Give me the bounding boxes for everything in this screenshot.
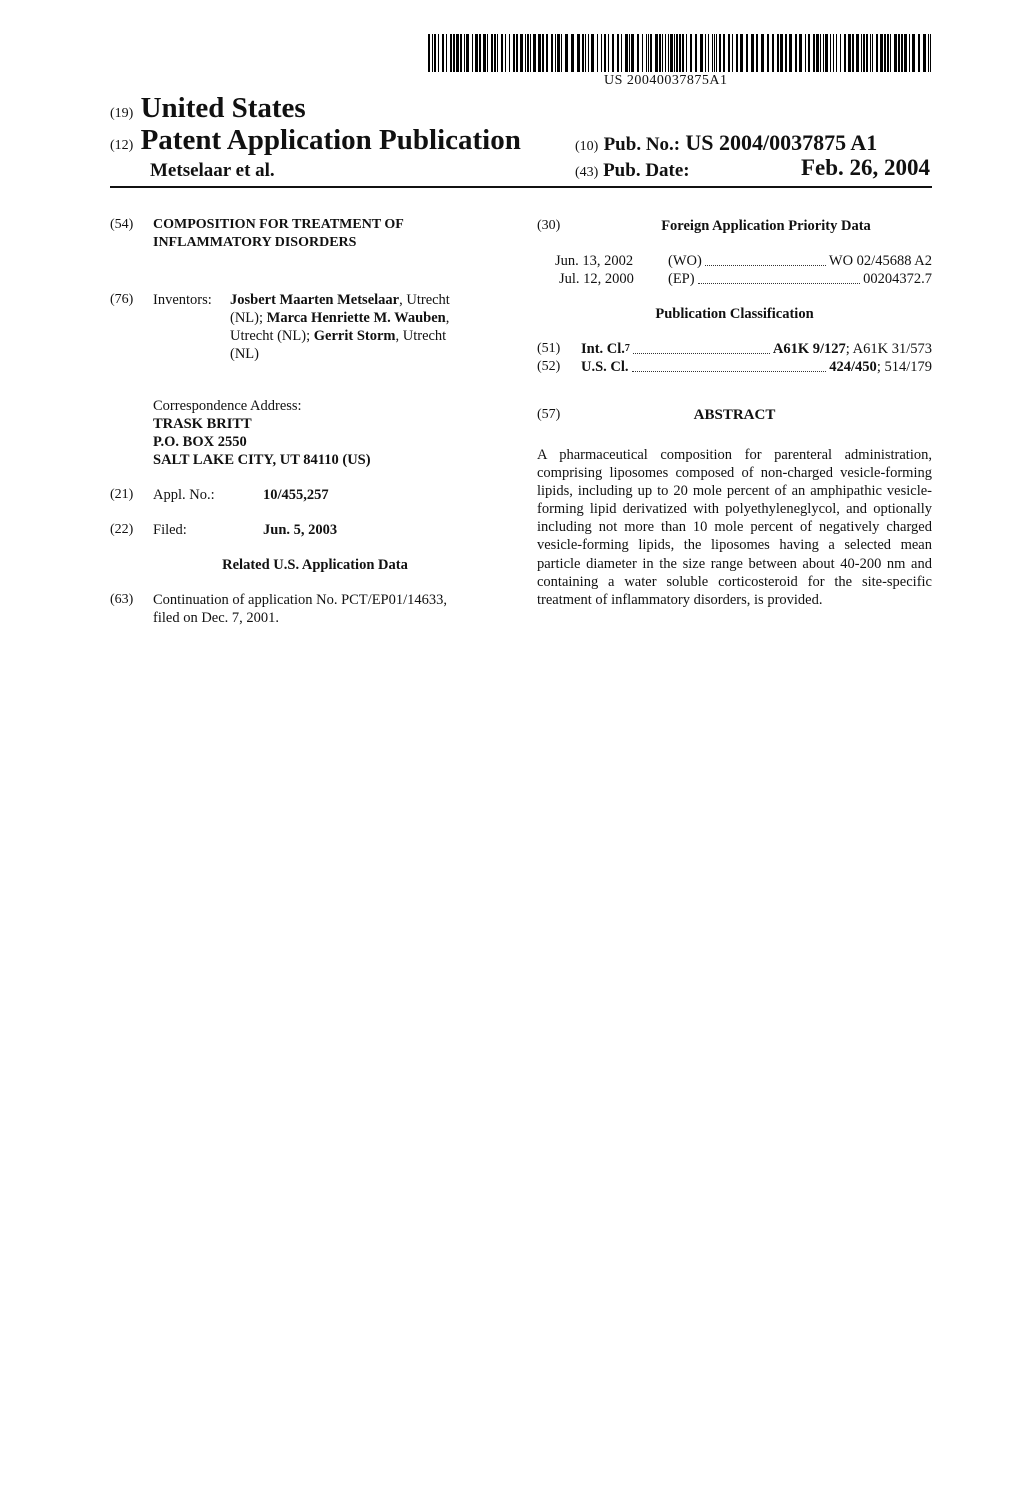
abstract-code: (57) bbox=[537, 407, 561, 422]
barcode bbox=[428, 34, 932, 72]
code-43: (43) bbox=[575, 165, 599, 180]
pub-number: US 2004/0037875 A1 bbox=[685, 130, 878, 155]
appl-number: 10/455,257 bbox=[263, 487, 329, 503]
continuation-line-1: Continuation of application No. PCT/EP01/14633, bbox=[153, 592, 448, 608]
appl-code: (21) bbox=[110, 487, 134, 502]
int-cl-rest: ; A61K 31/573 bbox=[845, 341, 932, 357]
inventor-1-location: , Utrecht bbox=[399, 292, 450, 308]
priority-number: WO 02/45688 A2 bbox=[828, 253, 932, 269]
leader-dots bbox=[698, 283, 861, 284]
code-12: (12) bbox=[110, 138, 134, 153]
inventor-2: Marca Henriette M. Wauben bbox=[266, 310, 446, 326]
abstract-heading: ABSTRACT bbox=[693, 407, 776, 423]
inventor-2-comma: , bbox=[445, 310, 450, 326]
applicant: Metselaar et al. bbox=[150, 160, 275, 181]
us-cl-main: 424/450 bbox=[829, 359, 877, 375]
priority-row bbox=[555, 270, 932, 288]
int-cl-row bbox=[537, 340, 932, 358]
int-cl-edition: 7 bbox=[624, 343, 630, 354]
priority-date: Jun. 13, 2002 bbox=[555, 253, 634, 269]
filed-code: (22) bbox=[110, 522, 134, 537]
inventors-label: Inventors: bbox=[153, 292, 212, 308]
header-rule bbox=[110, 186, 932, 188]
title bbox=[153, 216, 404, 252]
correspondence-name: TRASK BRITT bbox=[153, 416, 252, 432]
correspondence bbox=[153, 397, 371, 469]
inventor-3-location: , Utrecht bbox=[395, 328, 447, 344]
priority-date: Jul. 12, 2000 bbox=[559, 271, 634, 287]
pub-date: Feb. 26, 2004 bbox=[800, 155, 930, 180]
int-cl-code: (51) bbox=[537, 341, 561, 356]
priority-office: (EP) bbox=[668, 271, 695, 287]
abstract-text: A pharmaceutical composition for parenteral administration, comprising liposomes composed of non-charged vesicle-forming lipids, including up to 20 mole percent of an amphipathic vesicle-forming lipid derivatized with polyethyleneglycol, and optionally including not more than 10 mole percent of negatively charged vesicle-forming lipids, the liposomes having a selected mean particle diameter in the size range between about 40-200 nm and containing a water soluble corticosteroid for the site-specific treatment of inflammatory disorders, is provided. bbox=[537, 447, 932, 608]
leader-dots bbox=[633, 353, 770, 354]
barcode-number: US 20040037875A1 bbox=[604, 73, 728, 88]
inventor-3: Gerrit Storm bbox=[313, 328, 396, 344]
title-line-2: INFLAMMATORY DISORDERS bbox=[153, 235, 357, 250]
foreign-heading: Foreign Application Priority Data bbox=[661, 218, 871, 234]
pub-number-label: Pub. No.: bbox=[603, 134, 681, 155]
us-cl-row bbox=[537, 358, 932, 376]
us-cl-code: (52) bbox=[537, 359, 561, 374]
inventor-1-country: (NL); bbox=[230, 310, 267, 326]
leader-dots bbox=[705, 265, 826, 266]
country: United States bbox=[140, 92, 306, 124]
correspondence-city: SALT LAKE CITY, UT 84110 (US) bbox=[153, 452, 371, 468]
int-cl-label: Int. Cl. bbox=[581, 341, 625, 357]
pub-date-label: Pub. Date: bbox=[603, 160, 690, 181]
priority-list bbox=[555, 252, 932, 288]
pub-number-line bbox=[575, 130, 877, 156]
inventors bbox=[230, 291, 500, 363]
continuation bbox=[153, 591, 503, 627]
continuation-line-2: filed on Dec. 7, 2001. bbox=[153, 610, 280, 626]
country-line bbox=[110, 92, 306, 125]
leader-dots bbox=[632, 371, 827, 372]
related-heading: Related U.S. Application Data bbox=[222, 557, 408, 573]
publication-type-line bbox=[110, 124, 521, 157]
inventor-1: Josbert Maarten Metselaar bbox=[230, 292, 400, 308]
correspondence-box: P.O. BOX 2550 bbox=[153, 434, 247, 450]
priority-office: (WO) bbox=[668, 253, 702, 269]
title-line-1: COMPOSITION FOR TREATMENT OF bbox=[153, 217, 404, 232]
correspondence-label: Correspondence Address: bbox=[153, 398, 302, 414]
filed-label: Filed: bbox=[153, 522, 187, 538]
appl-label: Appl. No.: bbox=[153, 487, 215, 503]
continuation-code: (63) bbox=[110, 592, 134, 607]
code-19: (19) bbox=[110, 106, 134, 121]
inventor-2-location: Utrecht (NL); bbox=[230, 328, 314, 344]
us-cl-rest: ; 514/179 bbox=[876, 359, 932, 375]
priority-number: 00204372.7 bbox=[863, 271, 932, 287]
code-10: (10) bbox=[575, 139, 599, 154]
int-cl-main: A61K 9/127 bbox=[772, 341, 846, 357]
inventors-code: (76) bbox=[110, 292, 134, 307]
publication-type: Patent Application Publication bbox=[140, 124, 521, 156]
us-cl-label: U.S. Cl. bbox=[581, 359, 629, 375]
pubclass-heading: Publication Classification bbox=[655, 306, 814, 322]
filed-date: Jun. 5, 2003 bbox=[263, 522, 338, 538]
foreign-code: (30) bbox=[537, 218, 561, 233]
priority-row bbox=[555, 252, 932, 270]
inventor-3-country: (NL) bbox=[230, 346, 259, 362]
title-code: (54) bbox=[110, 217, 134, 232]
classification bbox=[537, 340, 932, 376]
